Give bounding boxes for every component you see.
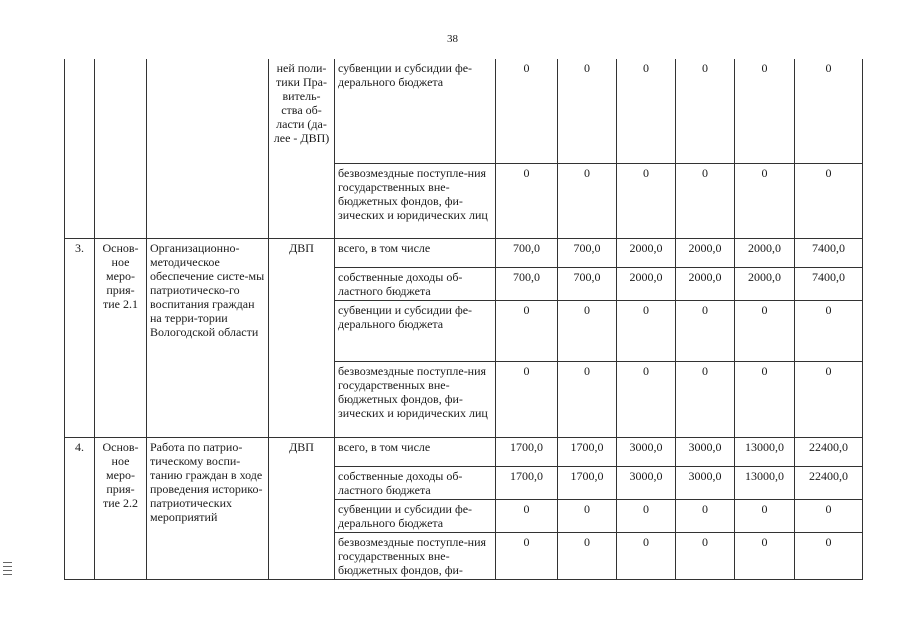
funding-source-cell: безвозмездные поступле-ния государственных вне-бюджетных фондов, фи-зических и юридических лиц (335, 361, 496, 437)
value-cell: 0 (558, 163, 617, 238)
value-cell: 1700,0 (496, 437, 558, 466)
value-cell: 22400,0 (795, 437, 863, 466)
value-cell: 7400,0 (795, 238, 863, 267)
value-cell: 3000,0 (617, 437, 676, 466)
value-cell: 2000,0 (676, 267, 735, 300)
value-cell: 0 (558, 532, 617, 579)
value-cell: 0 (676, 532, 735, 579)
value-cell: 1700,0 (558, 466, 617, 499)
scan-mark (3, 570, 12, 571)
value-cell: 0 (496, 163, 558, 238)
budget-table (64, 59, 863, 580)
page-number: 38 (447, 33, 458, 45)
value-cell: 0 (735, 532, 795, 579)
funding-source-cell: собственные доходы об-ластного бюджета (335, 267, 496, 300)
row-number-cell: 4. (65, 437, 95, 579)
scan-mark (3, 562, 12, 563)
value-cell: 0 (617, 361, 676, 437)
value-cell: 700,0 (496, 238, 558, 267)
value-cell: 0 (496, 361, 558, 437)
value-cell: 3000,0 (676, 466, 735, 499)
table-row (65, 437, 863, 466)
value-cell: 0 (617, 499, 676, 532)
value-cell: 0 (795, 361, 863, 437)
value-cell: 0 (676, 361, 735, 437)
value-cell: 13000,0 (735, 437, 795, 466)
description-cell: Работа по патрио-тическому воспи-танию граждан в ходе проведения историко-патриотических мероприятий (147, 437, 269, 579)
table-body (65, 59, 863, 579)
value-cell: 0 (617, 300, 676, 361)
value-cell: 2000,0 (617, 238, 676, 267)
scan-mark (3, 566, 12, 567)
executor-cell: ней поли-тики Пра-витель-ства об-ласти (да-лее - ДВП) (269, 59, 335, 238)
scan-mark (3, 574, 12, 575)
row-number-cell: 3. (65, 238, 95, 437)
executor-cell: ДВП (269, 238, 335, 437)
value-cell: 0 (795, 532, 863, 579)
value-cell: 0 (617, 59, 676, 163)
funding-source-cell: субвенции и субсидии фе-дерального бюджета (335, 300, 496, 361)
value-cell: 3000,0 (676, 437, 735, 466)
value-cell: 0 (795, 163, 863, 238)
funding-source-cell: безвозмездные поступле-ния государственных вне-бюджетных фондов, фи-зических и юридических лиц (335, 163, 496, 238)
value-cell: 0 (735, 361, 795, 437)
scan-edge-marks (3, 562, 12, 578)
value-cell: 0 (558, 59, 617, 163)
value-cell: 0 (735, 59, 795, 163)
value-cell: 0 (676, 59, 735, 163)
table-row (65, 238, 863, 267)
value-cell: 1700,0 (496, 466, 558, 499)
value-cell: 2000,0 (676, 238, 735, 267)
funding-source-cell: всего, в том числе (335, 437, 496, 466)
value-cell: 2000,0 (617, 267, 676, 300)
value-cell: 22400,0 (795, 466, 863, 499)
value-cell: 7400,0 (795, 267, 863, 300)
description-cell (147, 59, 269, 238)
table-row (65, 59, 863, 163)
funding-source-cell: безвозмездные поступле-ния государственных вне-бюджетных фондов, фи- (335, 532, 496, 579)
executor-cell: ДВП (269, 437, 335, 579)
value-cell: 0 (676, 163, 735, 238)
value-cell: 0 (676, 499, 735, 532)
value-cell: 1700,0 (558, 437, 617, 466)
funding-source-cell: всего, в том числе (335, 238, 496, 267)
funding-source-cell: собственные доходы об-ластного бюджета (335, 466, 496, 499)
measure-cell: Основ-ное меро-прия-тие 2.2 (95, 437, 147, 579)
funding-source-cell: субвенции и субсидии фе-дерального бюджета (335, 499, 496, 532)
value-cell: 2000,0 (735, 267, 795, 300)
value-cell: 0 (735, 499, 795, 532)
value-cell: 0 (558, 300, 617, 361)
measure-cell (95, 59, 147, 238)
value-cell: 0 (617, 532, 676, 579)
value-cell: 0 (795, 59, 863, 163)
value-cell: 0 (558, 499, 617, 532)
value-cell: 0 (617, 163, 676, 238)
value-cell: 0 (795, 300, 863, 361)
value-cell: 0 (735, 300, 795, 361)
description-cell: Организационно-методическое обеспечение систе-мы патриотическо-го воспитания граждан на терри-тории Вологодской области (147, 238, 269, 437)
value-cell: 0 (496, 532, 558, 579)
value-cell: 700,0 (496, 267, 558, 300)
row-number-cell (65, 59, 95, 238)
measure-cell: Основ-ное меро-прия-тие 2.1 (95, 238, 147, 437)
value-cell: 0 (735, 163, 795, 238)
value-cell: 0 (676, 300, 735, 361)
value-cell: 2000,0 (735, 238, 795, 267)
funding-source-cell: субвенции и субсидии фе-дерального бюджета (335, 59, 496, 163)
value-cell: 0 (496, 300, 558, 361)
value-cell: 0 (795, 499, 863, 532)
value-cell: 700,0 (558, 238, 617, 267)
value-cell: 0 (496, 499, 558, 532)
value-cell: 0 (496, 59, 558, 163)
value-cell: 0 (558, 361, 617, 437)
value-cell: 3000,0 (617, 466, 676, 499)
value-cell: 13000,0 (735, 466, 795, 499)
value-cell: 700,0 (558, 267, 617, 300)
